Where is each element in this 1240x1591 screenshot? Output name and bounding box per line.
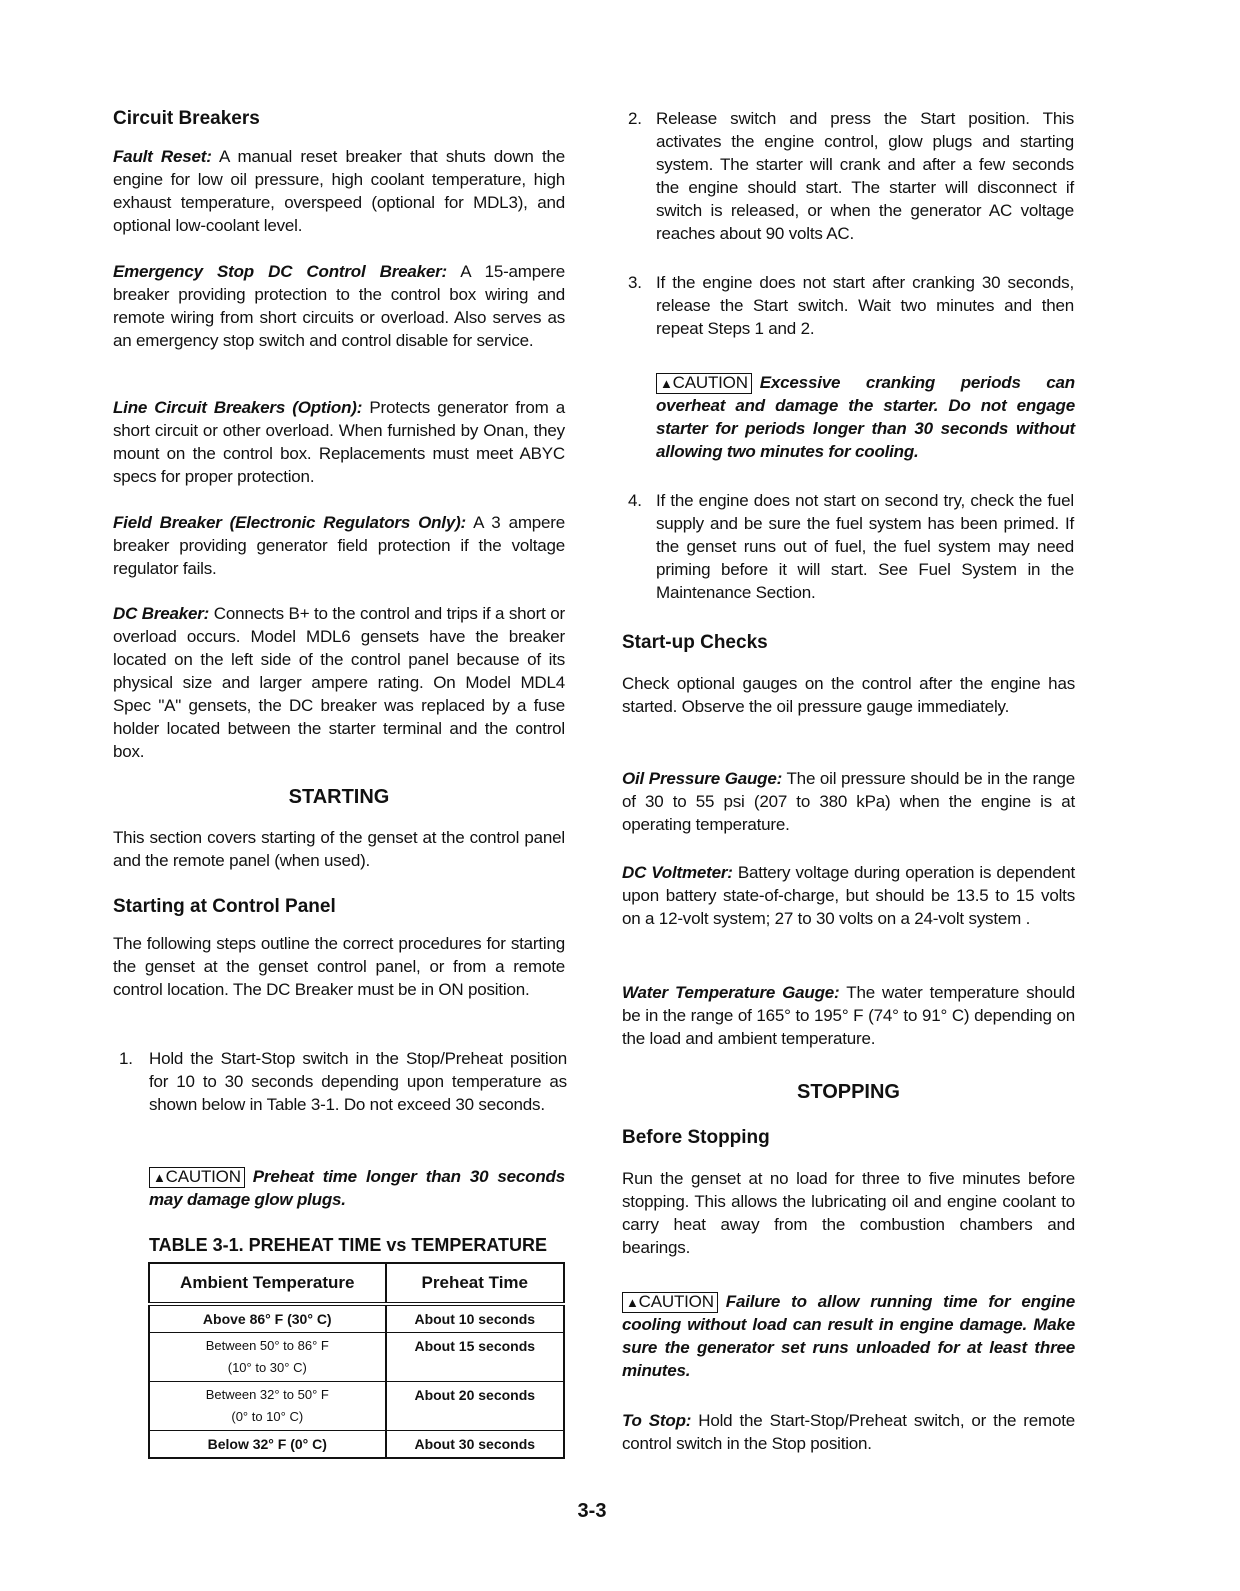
table-row [149, 1382, 564, 1431]
time-cell: About 20 seconds [386, 1382, 564, 1431]
to-stop-text: Hold the Start-Stop/Preheat switch, or the remote control switch in the Stop position. [622, 1411, 1075, 1453]
temp-cell [149, 1382, 386, 1431]
control-panel-intro: The following steps outline the correct procedures for starting the genset at the genset control panel, or from a remote control location. The DC Breaker must be in ON position. [113, 934, 565, 999]
caution-preheat-text: Preheat time longer than 30 seconds may damage glow plugs. [149, 1167, 565, 1209]
field-breaker-lead: Field Breaker (Electronic Regulators Only): [113, 513, 467, 532]
emergency-stop-lead: Emergency Stop DC Control Breaker: [113, 262, 448, 281]
starting-intro: This section covers starting of the genset at the control panel and the remote panel (when used). [113, 828, 565, 870]
caution-badge [656, 373, 752, 394]
step-2-text: Release switch and press the Start position. This activates the engine control, glow plugs and starting system. The starter will crank and after a few seconds the engine should start. The starter will disconnect if switch is released, or when the generator AC voltage reaches about 90 volts AC. [656, 109, 1074, 243]
warning-triangle-icon: ▲ [626, 1295, 639, 1310]
water-temp-text: The water temperature should be in the range of 165° to 195° F (74° to 91° C) depending on the load and ambient temperature. [622, 983, 1076, 1048]
temp-cell [149, 1431, 386, 1459]
temp-text-celsius: (10° to 30° C) [227, 1360, 307, 1375]
step-1-text: Hold the Start-Stop switch in the Stop/Preheat position for 10 to 30 seconds depending upon temperature as shown below in Table 3-1. Do not exceed 30 seconds. [149, 1049, 567, 1114]
step-3-number: 3. [628, 273, 642, 292]
time-cell: About 15 seconds [386, 1333, 564, 1382]
dc-voltmeter-paragraph [622, 861, 1075, 930]
temp-text: Between 32° to 50° F [205, 1387, 329, 1402]
page-number: 3-3 [577, 1500, 607, 1522]
line-circuit-paragraph [113, 396, 565, 488]
starting-heading: STARTING [288, 786, 390, 808]
caution-label: CAUTION [672, 373, 748, 392]
before-stopping-heading: Before Stopping [622, 1127, 770, 1148]
preheat-table [148, 1262, 565, 1459]
emergency-stop-paragraph [113, 260, 565, 352]
water-temp-lead: Water Temperature Gauge: [622, 983, 840, 1002]
step-2-number: 2. [628, 109, 642, 128]
header-preheat-time: Preheat Time [386, 1263, 564, 1304]
control-panel-heading: Starting at Control Panel [113, 896, 336, 917]
time-cell: About 30 seconds [386, 1431, 564, 1459]
startup-intro: Check optional gauges on the control after the engine has started. Observe the oil pressure gauge immediately. [622, 674, 1075, 716]
header-ambient-temperature: Ambient Temperature [149, 1263, 386, 1304]
dc-voltmeter-lead: DC Voltmeter: [622, 863, 733, 882]
before-stopping-text: Run the genset at no load for three to five minutes before stopping. This allows the lubricating oil and engine coolant to carry heat away from the combustion chambers and bearings. [622, 1169, 1075, 1257]
oil-pressure-lead: Oil Pressure Gauge: [622, 769, 783, 788]
caution-cranking-text: Excessive cranking periods can overheat and damage the starter. Do not engage starter for periods longer than 30 seconds without allowing two minutes for cooling. [656, 373, 1075, 461]
temp-text: Above 86° F (30° C) [202, 1311, 332, 1327]
temp-text: Below 32° F (0° C) [207, 1436, 327, 1452]
line-circuit-lead: Line Circuit Breakers (Option): [113, 398, 363, 417]
dc-breaker-text: Connects B+ to the control and trips if a short or overload occurs. Model MDL6 gensets have the breaker located on the left side of the control panel because of its physical size and larger ampere rating. On Model MDL4 Spec "A" gensets, the DC breaker was replaced by a fuse holder located between the starter terminal and the control box. [113, 604, 565, 761]
temp-text-celsius: (0° to 10° C) [231, 1409, 304, 1424]
time-cell: About 10 seconds [386, 1304, 564, 1333]
dc-breaker-lead: DC Breaker: [113, 604, 210, 623]
step-4-text: If the engine does not start on second try, check the fuel supply and be sure the fuel system has been primed. If the genset runs out of fuel, the fuel system may need priming before it will start. See Fuel System in the Maintenance Section. [656, 491, 1074, 602]
table-row [149, 1431, 564, 1459]
caution-label: CAUTION [638, 1292, 714, 1311]
line-circuit-text: Protects generator from a short circuit or other overload. When furnished by Onan, they mount on the control box. Replacements must meet ABYC specs for proper protection. [113, 398, 565, 486]
caution-cooling [622, 1290, 1075, 1382]
fault-reset-text: A manual reset breaker that shuts down the engine for low oil pressure, high coolant temperature, high exhaust temperature, overspeed (optional for MDL3), and optional low-coolant level. [113, 147, 565, 235]
step-1-number: 1. [119, 1049, 133, 1068]
dc-breaker-paragraph [113, 602, 565, 763]
emergency-stop-text: A 15-ampere breaker providing protection to the control box wiring and remote wiring from short circuits or overload. Also serves as an emergency stop switch and control disable for service. [113, 262, 565, 350]
circuit-breakers-heading: Circuit Breakers [113, 108, 260, 129]
caution-cooling-text: Failure to allow running time for engine cooling without load can result in engine damage. Make sure the generator set runs unloaded for at least three minutes. [622, 1292, 1075, 1380]
dc-voltmeter-text: Battery voltage during operation is dependent upon battery state-of-charge, but should be 13.5 to 15 volts on a 12-volt system; 27 to 30 volts on a 24-volt system . [622, 863, 1075, 928]
temp-text: Between 50° to 86° F [205, 1338, 329, 1353]
oil-pressure-paragraph [622, 767, 1075, 836]
fault-reset-paragraph [113, 145, 565, 237]
caution-preheat [149, 1165, 565, 1211]
warning-triangle-icon: ▲ [660, 376, 673, 391]
step-4-number: 4. [628, 491, 642, 510]
step-2 [622, 107, 1074, 245]
field-breaker-text: A 3 ampere breaker providing generator field protection if the voltage regulator fails. [113, 513, 566, 578]
to-stop-lead: To Stop: [622, 1411, 692, 1430]
temp-cell [149, 1333, 386, 1382]
table-header-row [149, 1263, 564, 1304]
caution-cranking [656, 371, 1075, 463]
to-stop-paragraph [622, 1409, 1075, 1455]
step-3 [622, 271, 1074, 340]
step-3-text: If the engine does not start after cranking 30 seconds, release the Start switch. Wait two minutes and then repeat Steps 1 and 2. [656, 273, 1074, 338]
temp-cell [149, 1304, 386, 1333]
step-1 [113, 1047, 567, 1116]
warning-triangle-icon: ▲ [153, 1170, 166, 1185]
caution-badge [149, 1167, 245, 1188]
table-title: TABLE 3-1. PREHEAT TIME vs TEMPERATURE [149, 1235, 548, 1255]
water-temp-paragraph [622, 981, 1075, 1050]
caution-label: CAUTION [165, 1167, 241, 1186]
fault-reset-lead: Fault Reset: [113, 147, 212, 166]
table-row [149, 1333, 564, 1382]
stopping-heading: STOPPING [797, 1081, 900, 1103]
caution-badge [622, 1292, 718, 1313]
startup-checks-heading: Start-up Checks [622, 632, 768, 653]
table-row [149, 1304, 564, 1333]
oil-pressure-text: The oil pressure should be in the range of 30 to 55 psi (207 to 380 kPa) when the engine is at operating temperature. [622, 769, 1075, 834]
step-4 [622, 489, 1074, 604]
field-breaker-paragraph [113, 511, 565, 580]
